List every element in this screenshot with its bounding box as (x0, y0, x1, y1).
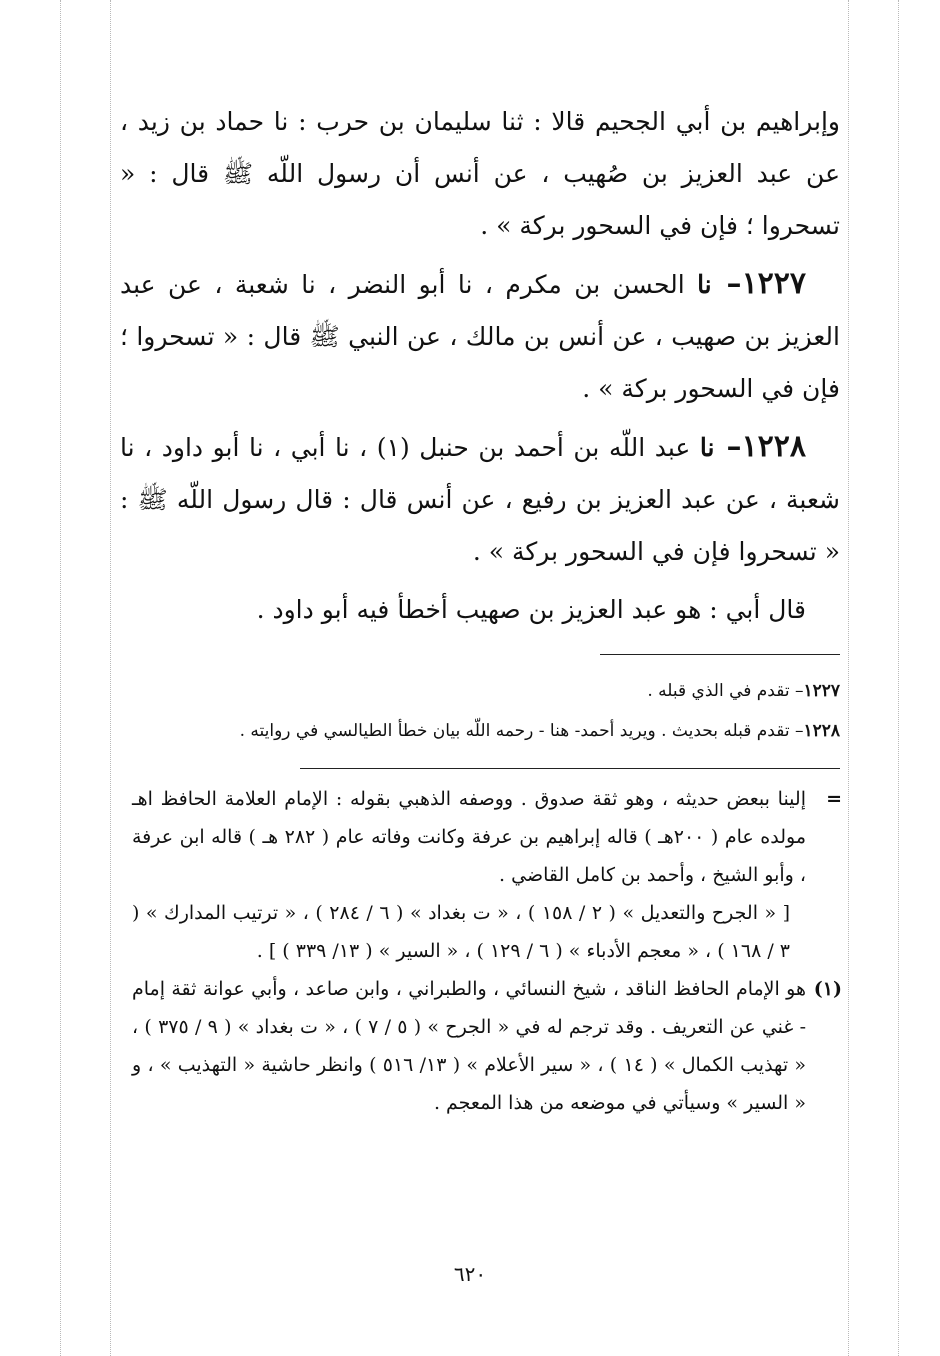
footnotes (132, 780, 842, 1122)
hadith-number: ١٢٢٨ (741, 429, 806, 464)
paragraph-remark (120, 584, 840, 636)
footnotes-divider (300, 768, 840, 769)
footnote-references: [ « الجرح والتعديل » ( ٢ / ١٥٨ ) ، « ت بغداد » ( ٦ / ٢٨٤ ) ، « ترتيب المدارك » ( ٣ / ١٦٨ ) ، « معجم الأدباء » ( ٦ / ١٢٩ ) ، « السير » ( ١٣/ ٣٣٩ ) ] . (132, 902, 791, 962)
hadith-note-1228 (140, 714, 840, 748)
margin-guide-right (898, 0, 899, 1356)
hadith-dash: – (714, 429, 742, 464)
paragraph-text: وإبراهيم بن أبي الجحيم قالا : ثنا سليمان بن حرب : نا حماد بن زيد ، عن عبد العزيز بن صُهيب ، عن أنس أن رسول اللّه ﷺ قال : « تسحروا ؛ فإن في السحور بركة » . (120, 107, 840, 240)
footnote-mark: = (826, 788, 842, 810)
note-number: ١٢٢٨ (803, 721, 840, 741)
hadith-number: ١٢٢٧ (741, 266, 807, 301)
footnote-text: هو الإمام الحافظ الناقد ، شيخ النسائي ، والطبراني ، وابن صاعد ، وأبي عوانة ثقة إمام - غني عن التعريف . وقد ترجم له في « الجرح » ( ٥ / ٧ ) ، « ت بغداد » ( ٩ / ٣٧٥ ) ، « تهذيب الكمال » ( ١٤ ) ، « سير الأعلام » ( ١٣/ ٥١٦ ) وانظر حاشية « التهذيب » ، و « السير » وسيأتي في موضعه من هذا المعجم . (132, 978, 807, 1114)
main-text (120, 96, 840, 642)
page-number: ٦٢٠ (453, 1262, 487, 1286)
footnote-mark: (١) (813, 978, 842, 1000)
margin-guide-left-inner (110, 0, 111, 1356)
narration-marker: نا (697, 270, 712, 299)
narration-marker: نا (699, 433, 715, 462)
hadith-1227 (120, 258, 840, 415)
footnote-continued (132, 780, 842, 970)
notes-divider (600, 654, 840, 655)
margin-guide-right-inner (848, 0, 849, 1356)
paragraph-text: عبد اللّه بن أحمد بن حنبل (١) ، نا أبي ، نا أبو داود ، نا شعبة ، عن عبد العزيز بن رفيع ، عن أنس قال : قال رسول اللّه ﷺ : « تسحروا فإن في السحور بركة » . (120, 433, 840, 566)
note-number: ١٢٢٧ (803, 681, 840, 701)
note-text: – تقدم قبله بحديث . ويريد أحمد- هنا - رحمه اللّه بيان خطأ الطيالسي في روايته . (239, 721, 804, 741)
hadith-dash: – (711, 266, 742, 301)
hadith-1228 (120, 421, 840, 578)
note-text: – تقدم في الذي قبله . (647, 681, 804, 701)
footnote-1 (132, 970, 842, 1122)
hadith-note-1227 (140, 674, 840, 708)
margin-guide-left (60, 0, 61, 1356)
paragraph-text: الحسن بن مكرم ، نا أبو النضر ، نا شعبة ، عن عبد العزيز بن صهيب ، عن أنس بن مالك ، عن النبي ﷺ قال : « تسحروا ؛ فإن في السحور بركة » . (120, 270, 840, 403)
paragraph-continuation (120, 96, 840, 252)
paragraph-text: قال أبي : هو عبد العزيز بن صهيب أخطأ فيه أبو داود . (256, 595, 806, 624)
footnote-text: إلينا ببعض حديثه ، وهو ثقة صدوق . ووصفه الذهبي بقوله : الإمام العلامة الحافظ اهـ مولده عام ( ٢٠٠هـ ) قاله إبراهيم بن عرفة وكانت وفاته عام ( ٢٨٢ هـ ) قاله ابن عرفة ، وأبو الشيخ ، وأحمد بن كامل القاضي . (132, 788, 806, 886)
